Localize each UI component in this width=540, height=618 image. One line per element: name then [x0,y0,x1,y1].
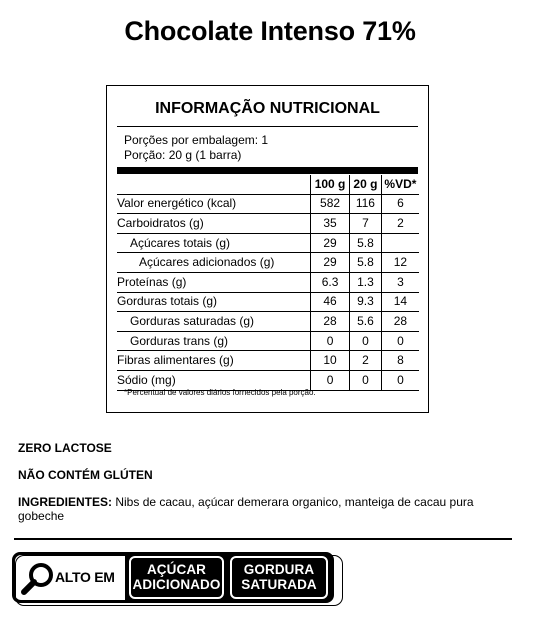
ingredients [18,495,518,523]
header-vd: %VD* [381,175,419,194]
footnote: *Percentual de valores diários fornecidos pela porção. [124,388,316,397]
table-row [117,351,419,371]
table-row [117,253,419,273]
row-label: Açúcares totais (g) [117,233,311,253]
table-row [117,214,419,234]
table-header-row [117,175,419,194]
added-sugar-line2: ADICIONADO [132,577,221,592]
header-blank [117,175,311,194]
cell-vd: 8 [381,351,419,371]
front-warning-seal [12,552,334,603]
cell-vd: 14 [381,292,419,312]
cell-100g: 35 [311,214,350,234]
seal-outline [15,555,343,606]
row-label: Sódio (mg) [117,370,311,390]
ingredients-text: Nibs de cacau, açúcar demerara organico, manteiga de cacau pura gobeche [18,495,474,523]
alto-em-label: ALTO EM [55,569,115,585]
table-row [117,194,419,214]
cell-100g: 28 [311,312,350,332]
cell-100g: 29 [311,233,350,253]
saturated-fat-line2: SATURADA [241,577,317,592]
cell-20g: 116 [349,194,381,214]
cell-vd: 0 [381,370,419,390]
divider [117,126,418,127]
cell-vd: 28 [381,312,419,332]
cell-20g: 0 [349,370,381,390]
cell-100g: 10 [311,351,350,371]
table-row [117,331,419,351]
cell-20g: 9.3 [349,292,381,312]
ingredients-label: INGREDIENTES: [18,495,113,509]
table-row [117,292,419,312]
cell-vd: 2 [381,214,419,234]
cell-20g: 1.3 [349,272,381,292]
cell-vd: 6 [381,194,419,214]
table-row [117,233,419,253]
row-label: Proteínas (g) [117,272,311,292]
nutrition-table [117,175,419,391]
table-row [117,312,419,332]
cell-vd: 12 [381,253,419,273]
nutrition-facts-panel [106,85,429,413]
separator-line [14,538,512,540]
row-label: Carboidratos (g) [117,214,311,234]
cell-20g: 2 [349,351,381,371]
cell-100g: 582 [311,194,350,214]
cell-100g: 0 [311,370,350,390]
gluten-free-claim: NÃO CONTÉM GLÚTEN [18,468,153,482]
thick-divider [117,167,418,174]
table-row [117,272,419,292]
header-100g: 100 g [311,175,350,194]
product-title: Chocolate Intenso 71% [124,16,416,46]
row-label: Valor energético (kcal) [117,194,311,214]
header-20g: 20 g [349,175,381,194]
row-label: Açúcares adicionados (g) [117,253,311,273]
cell-100g: 6.3 [311,272,350,292]
cell-100g: 29 [311,253,350,273]
cell-vd: 0 [381,331,419,351]
cell-20g: 5.8 [349,233,381,253]
cell-20g: 5.8 [349,253,381,273]
cell-vd [381,233,419,253]
cell-20g: 0 [349,331,381,351]
cell-100g: 46 [311,292,350,312]
cell-100g: 0 [311,331,350,351]
added-sugar-line1: AÇÚCAR [146,562,207,577]
row-label: Gorduras saturadas (g) [117,312,311,332]
row-label: Gorduras trans (g) [117,331,311,351]
cell-20g: 5.6 [349,312,381,332]
zero-lactose-claim: ZERO LACTOSE [18,441,112,455]
cell-20g: 7 [349,214,381,234]
row-label: Gorduras totais (g) [117,292,311,312]
serving-size: Porção: 20 g (1 barra) [124,148,242,162]
row-label: Fibras alimentares (g) [117,351,311,371]
servings-per-package: Porções por embalagem: 1 [124,133,269,147]
panel-title: INFORMAÇÃO NUTRICIONAL [155,100,380,117]
cell-vd: 3 [381,272,419,292]
saturated-fat-line1: GORDURA [243,562,315,577]
